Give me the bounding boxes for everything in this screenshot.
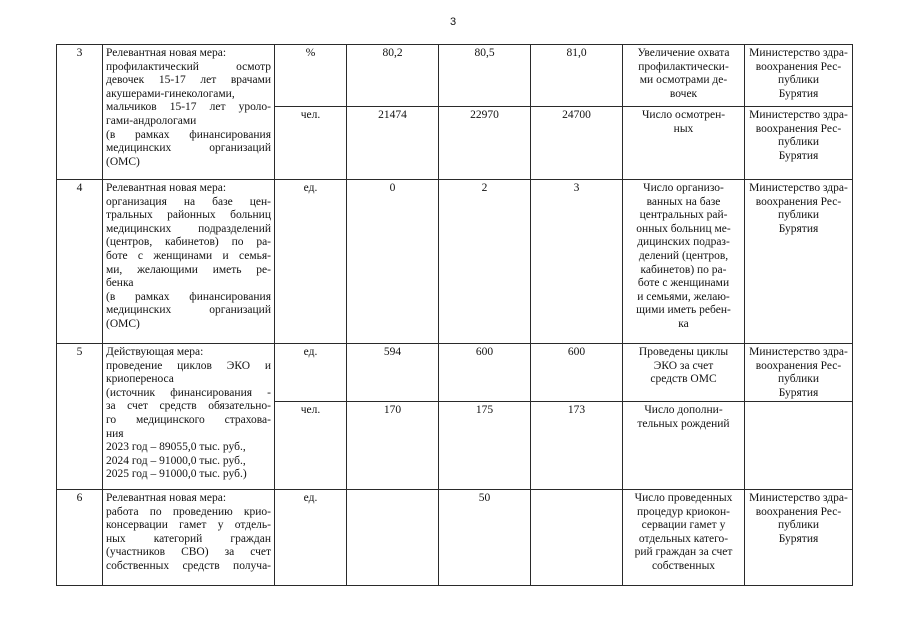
- text-line: вочек: [669, 87, 698, 100]
- table-row: [57, 45, 853, 107]
- value-2023-cell: 80,2: [347, 45, 439, 107]
- table-row: [57, 490, 853, 586]
- text-line: ных категорий граждан: [106, 532, 271, 545]
- text-line: и семьями, желаю-: [637, 290, 730, 303]
- responsible-cell: [745, 344, 853, 402]
- value-2024-cell: 2: [439, 180, 531, 344]
- text-line: ных: [673, 122, 694, 135]
- table-row: [57, 344, 853, 402]
- text-line: собственных средств получа-: [106, 559, 271, 572]
- text-line: (ОМС): [106, 155, 140, 168]
- text-line: Число осмотрен-: [641, 109, 726, 121]
- value-2024-cell: 80,5: [439, 45, 531, 107]
- value-2024-cell: 22970: [439, 107, 531, 180]
- text-line: тельных рождений: [637, 417, 730, 430]
- text-line: за счет средств обязательно-: [106, 400, 271, 413]
- text-line: публики: [778, 209, 819, 222]
- text-line: воохранения Рес-: [755, 359, 842, 372]
- table-body: [57, 45, 853, 586]
- text-line: гами-андрологами: [106, 114, 197, 127]
- text-line: (в рамках финансирования: [106, 290, 271, 303]
- measure-description: [103, 45, 275, 180]
- text-line: (центров, кабинетов) по ра-: [106, 236, 271, 249]
- text-line: Министерство здра-: [749, 182, 848, 194]
- text-line: Министерство здра-: [749, 109, 848, 121]
- text-line: публики: [778, 519, 819, 532]
- text-line: девочек 15-17 лет врачами: [106, 74, 271, 87]
- measure-description: [103, 490, 275, 586]
- text-line: процедур криокон-: [637, 505, 730, 518]
- indicator-cell: [623, 45, 745, 107]
- text-line: ЭКО за счет: [653, 359, 714, 372]
- text-line: Число проведенных: [634, 492, 733, 504]
- text-line: (ОМС): [106, 317, 140, 330]
- text-line: сервации гамет у: [641, 519, 726, 532]
- text-line: дицинских подраз-: [637, 236, 730, 249]
- responsible-cell: [745, 490, 853, 586]
- value-2024-cell: 175: [439, 402, 531, 490]
- indicator-cell: [623, 490, 745, 586]
- indicator-cell: [623, 402, 745, 490]
- page-number: 3: [449, 16, 457, 28]
- row-number: 5: [57, 344, 103, 490]
- text-line: го медицинского страхова-: [106, 413, 271, 426]
- text-line: организация на базе цен-: [106, 195, 271, 208]
- value-2025-cell: 81,0: [531, 45, 623, 107]
- text-line: Число дополни-: [644, 404, 723, 416]
- responsible-cell: [745, 45, 853, 107]
- text-line: криопереноса: [106, 373, 174, 386]
- unit-cell: ед.: [275, 490, 347, 586]
- unit-cell: ед.: [275, 344, 347, 402]
- value-2023-cell: 21474: [347, 107, 439, 180]
- text-line: 2025 год – 91000,0 тыс. руб.): [106, 468, 247, 481]
- text-line: мальчиков 15-17 лет уроло-: [106, 101, 271, 114]
- value-2024-cell: 50: [439, 490, 531, 586]
- text-line: 2024 год – 91000,0 тыс. руб.,: [106, 454, 246, 467]
- text-line: ния: [106, 427, 124, 440]
- text-line: акушерами-гинекологами,: [106, 87, 235, 100]
- text-line: (источник финансирования -: [106, 386, 271, 399]
- text-line: профилактически-: [638, 60, 729, 73]
- row-number: 6: [57, 490, 103, 586]
- text-line: проведение циклов ЭКО и: [106, 359, 271, 372]
- text-line: медицинских подразделений: [106, 222, 271, 235]
- text-line: Действующая мера:: [106, 346, 204, 358]
- text-line: воохранения Рес-: [755, 505, 842, 518]
- responsible-cell: [745, 180, 853, 344]
- measure-description: [103, 180, 275, 344]
- unit-cell: ед.: [275, 180, 347, 344]
- text-line: воохранения Рес-: [755, 122, 842, 135]
- text-line: ка: [678, 317, 689, 330]
- text-line: тральных районных больниц: [106, 209, 271, 222]
- text-line: Проведены циклы: [638, 346, 729, 358]
- row-number: 4: [57, 180, 103, 344]
- text-line: Бурятия: [778, 222, 819, 235]
- text-line: медицинских организаций: [106, 304, 271, 317]
- text-line: делений (центров,: [638, 249, 729, 262]
- indicator-cell: [623, 107, 745, 180]
- measures-table: [56, 44, 853, 586]
- text-line: Релевантная новая мера:: [106, 47, 227, 59]
- value-2023-cell: [347, 490, 439, 586]
- responsible-cell: [745, 107, 853, 180]
- text-line: профилактический осмотр: [106, 60, 271, 73]
- text-line: щими иметь ребен-: [636, 304, 731, 317]
- text-line: Бурятия: [778, 149, 819, 162]
- unit-cell: чел.: [275, 402, 347, 490]
- text-line: Министерство здра-: [749, 492, 848, 504]
- text-line: отдельных катего-: [638, 532, 729, 545]
- text-line: публики: [778, 136, 819, 149]
- value-2025-cell: 600: [531, 344, 623, 402]
- text-line: Увеличение охвата: [637, 47, 730, 59]
- measure-description: [103, 344, 275, 490]
- indicator-cell: [623, 344, 745, 402]
- value-2025-cell: 24700: [531, 107, 623, 180]
- row-number: 3: [57, 45, 103, 180]
- text-line: средств ОМС: [650, 373, 717, 386]
- text-line: собственных: [651, 559, 716, 572]
- text-line: ми, желающими иметь ре-: [106, 263, 271, 276]
- text-line: Министерство здра-: [749, 346, 848, 358]
- text-line: Релевантная новая мера:: [106, 492, 227, 504]
- value-2023-cell: 594: [347, 344, 439, 402]
- text-line: воохранения Рес-: [755, 195, 842, 208]
- value-2025-cell: 3: [531, 180, 623, 344]
- text-line: бенка: [106, 277, 134, 290]
- text-line: центральных рай-: [639, 209, 728, 222]
- text-line: Бурятия: [778, 386, 819, 399]
- text-line: воохранения Рес-: [755, 60, 842, 73]
- text-line: консервации гамет у отдель-: [106, 519, 271, 532]
- text-line: Релевантная новая мера:: [106, 182, 227, 194]
- text-line: онных больниц ме-: [636, 222, 731, 235]
- value-2023-cell: 0: [347, 180, 439, 344]
- text-line: Число организо-: [643, 182, 724, 194]
- text-line: Бурятия: [778, 87, 819, 100]
- unit-cell: чел.: [275, 107, 347, 180]
- value-2025-cell: [531, 490, 623, 586]
- text-line: Министерство здра-: [749, 47, 848, 59]
- responsible-cell: [745, 402, 853, 490]
- value-2024-cell: 600: [439, 344, 531, 402]
- text-line: (участников СВО) за счет: [106, 546, 271, 559]
- text-line: ми осмотрами де-: [639, 74, 728, 87]
- text-line: боте с женщинами: [637, 277, 730, 290]
- unit-cell: %: [275, 45, 347, 107]
- text-line: Бурятия: [778, 532, 819, 545]
- text-line: 2023 год – 89055,0 тыс. руб.,: [106, 441, 246, 454]
- value-2025-cell: 173: [531, 402, 623, 490]
- text-line: работа по проведению крио-: [106, 505, 271, 518]
- value-2023-cell: 170: [347, 402, 439, 490]
- text-line: медицинских организаций: [106, 142, 271, 155]
- text-line: рий граждан за счет: [634, 546, 733, 559]
- indicator-cell: [623, 180, 745, 344]
- text-line: боте с женщинами и семья-: [106, 249, 271, 262]
- text-line: публики: [778, 74, 819, 87]
- text-line: кабинетов) по ра-: [640, 263, 727, 276]
- text-line: (в рамках финансирования: [106, 128, 271, 141]
- text-line: публики: [778, 373, 819, 386]
- text-line: ванных на базе: [646, 195, 721, 208]
- table-row: [57, 180, 853, 344]
